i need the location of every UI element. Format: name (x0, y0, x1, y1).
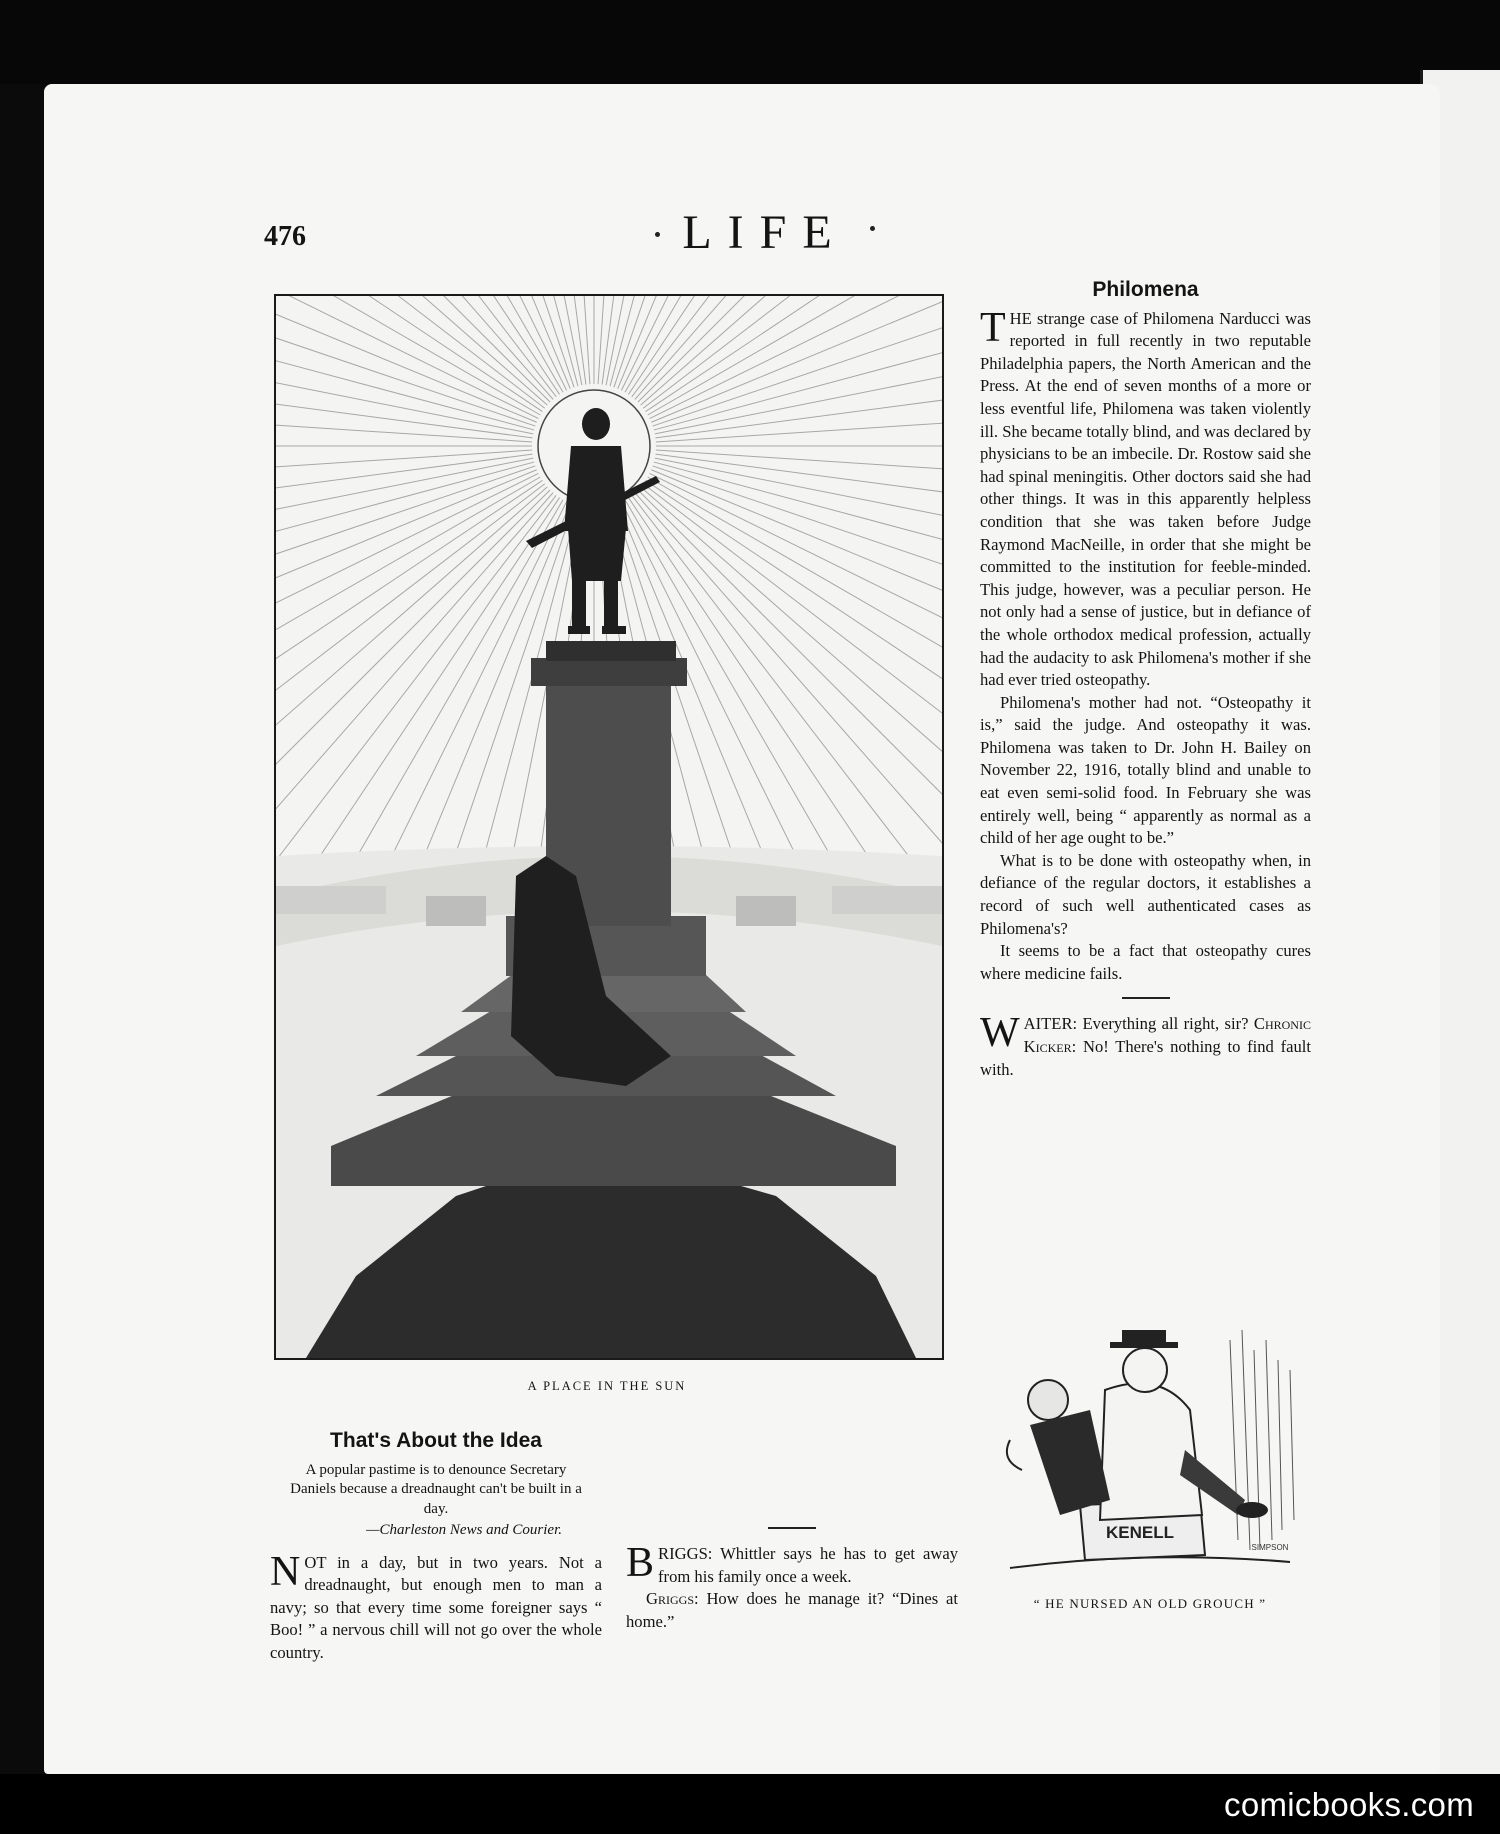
illustration-drawing (276, 296, 942, 1358)
masthead-title: LIFE (682, 206, 848, 259)
philomena-column (980, 279, 1311, 1081)
page-number: 476 (264, 221, 306, 252)
waiter-line-1: AITER: Everything all right, sir? (1023, 1014, 1249, 1034)
cartoon-caption: “ HE NURSED AN OLD GROUCH ” (1033, 1596, 1267, 1611)
grouch-cartoon (990, 1300, 1310, 1580)
briggs-line-2: : How does he manage it? “Dines at home.” (626, 1589, 958, 1631)
waiter-line-2: : No! There's nothing to find fault with. (980, 1037, 1311, 1079)
cartoon-box-label: KENELL (1106, 1523, 1174, 1542)
idea-title: That's About the Idea (330, 1429, 542, 1452)
briggs-divider (768, 1527, 816, 1529)
philomena-paragraph-1: HE strange case of Philomena Narducci was reported in full recently in two reputable Philadelphia papers, the North American and the Press. At the end of seven months of a more or less eventful life, Philomena was taken violently ill. She became totally blind, and was declared by physicians to be an imbecile. Dr. Rostow said she had spinal meningitis. Other doctors said she had other things. It was in this apparently helpless condition that she was taken before Judge Raymond MacNeille, in order that she might be committed to the institution for feeble-minded. This judge, however, was a peculiar person. He not only had a sense of justice, but in defiance of the whole orthodox medical profession, actually had the audacity to ask Philomena's mother if she had ever tried osteopathy. (980, 308, 1311, 690)
waiter-dropcap: W (980, 1010, 1020, 1057)
griggs-speaker: Griggs (646, 1589, 694, 1609)
column-continuation-space (626, 1427, 958, 1515)
masthead-dot-right (870, 226, 875, 231)
philomena-paragraph-4: It seems to be a fact that osteopathy cures where medicine fails. (980, 941, 1311, 983)
cartoon-signature: SIMPSON (1251, 1543, 1289, 1552)
scan-top-border (0, 0, 1500, 84)
waiter-speaker: Chronic Kicker (1023, 1014, 1311, 1056)
briggs-column (626, 1427, 958, 1633)
waiter-joke (980, 1010, 1311, 1081)
idea-body: OT in a day, but in two years. Not a dreadnaught, but enough men to man a navy; so that every time some foreigner says “ Boo! ” a nervous chill will not go over the whole country. (270, 1552, 602, 1663)
illustration-caption: A PLACE IN THE SUN (527, 1379, 687, 1393)
philomena-paragraph-2: Philomena's mother had not. “Osteopathy it is,” said the judge. And osteopathy it was. Philomena was taken to Dr. John H. Bailey on November 22, 1916, totally blind and unable to eat even semi-solid food. In February she was entirely well, being “ apparently as normal as a child of her age ought to be.” (980, 692, 1311, 848)
illustration-place-in-the-sun (274, 294, 944, 1360)
philomena-dropcap: T (980, 304, 1006, 351)
briggs-dropcap: B (626, 1540, 655, 1586)
briggs-line-1: RIGGS: Whittler says he has to get away from his family once a week. (658, 1544, 958, 1586)
philomena-title: Philomena (1092, 278, 1199, 301)
section-divider (1122, 997, 1170, 999)
idea-column (270, 1430, 602, 1665)
philomena-paragraph-3: What is to be done with osteopathy when, in defiance of the regular doctors, it establishes a record of such well authenticated cases as Philomena's? (980, 850, 1311, 938)
cartoon-drawing (990, 1300, 1310, 1580)
idea-dropcap: N (270, 1548, 301, 1595)
watermark: comicbooks.com (1224, 1786, 1474, 1823)
idea-epigraph: A popular pastime is to denounce Secretary Daniels because a dreadnaught can't be built in a day. (290, 1461, 582, 1517)
idea-epigraph-source: —Charleston News and Courier. (366, 1522, 562, 1539)
